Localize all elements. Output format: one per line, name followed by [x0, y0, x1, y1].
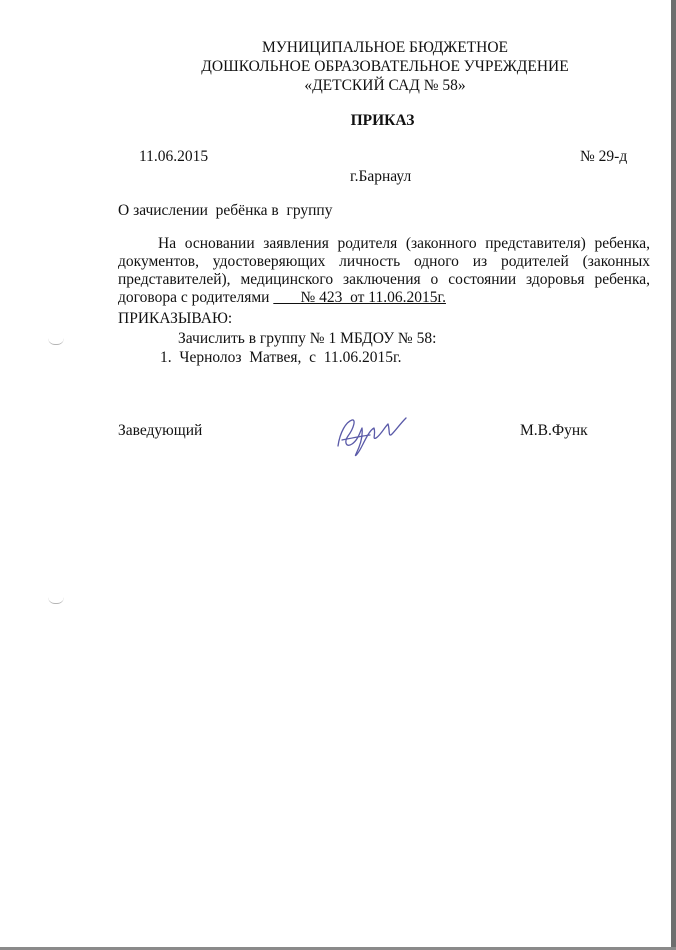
organization-header [0, 38, 676, 95]
scan-edge-right [671, 0, 676, 950]
basis-line-1: На основании заявления родителя (законного представителя) ребенка, [158, 235, 650, 252]
order-number: № 29-д [580, 148, 628, 165]
header-line-3: «ДЕТСКИЙ САД № 58» [304, 77, 466, 94]
document-title: ПРИКАЗ [350, 112, 415, 129]
basis-line-4 [118, 289, 650, 307]
header-line-2: ДОШКОЛЬНОЕ ОБРАЗОВАТЕЛЬНОЕ УЧРЕЖДЕНИЕ [201, 58, 569, 75]
order-word: ПРИКАЗЫВАЮ: [118, 310, 233, 327]
hole-punch-mark [48, 338, 64, 345]
handwritten-signature [332, 410, 412, 460]
order-date: 11.06.2015 [139, 148, 209, 165]
basis-line-3: представителей), медицинского заключения о состоянии здоровья ребенка, [118, 271, 650, 288]
header-line-1: МУНИЦИПАЛЬНОЕ БЮДЖЕТНОЕ [262, 39, 508, 56]
basis-line-2: документов, удостоверяющих личность одного из родителей (законных [118, 253, 650, 270]
city: г.Барнаул [350, 168, 412, 185]
signer-position: Заведующий [118, 422, 203, 439]
enroll-instruction: Зачислить в группу № 1 МБДОУ № 58: [178, 330, 437, 347]
order-subject: О зачислении ребёнка в группу [118, 202, 333, 219]
contract-reference: № 423 от 11.06.2015г. [273, 289, 446, 306]
basis-paragraph [118, 235, 650, 307]
hole-punch-mark [48, 597, 64, 604]
list-item: 1. Чернолоз Матвея, с 11.06.2015г. [160, 349, 402, 366]
basis-line-4-prefix: договора с родителями [118, 289, 274, 306]
signer-name: М.В.Функ [520, 422, 588, 439]
